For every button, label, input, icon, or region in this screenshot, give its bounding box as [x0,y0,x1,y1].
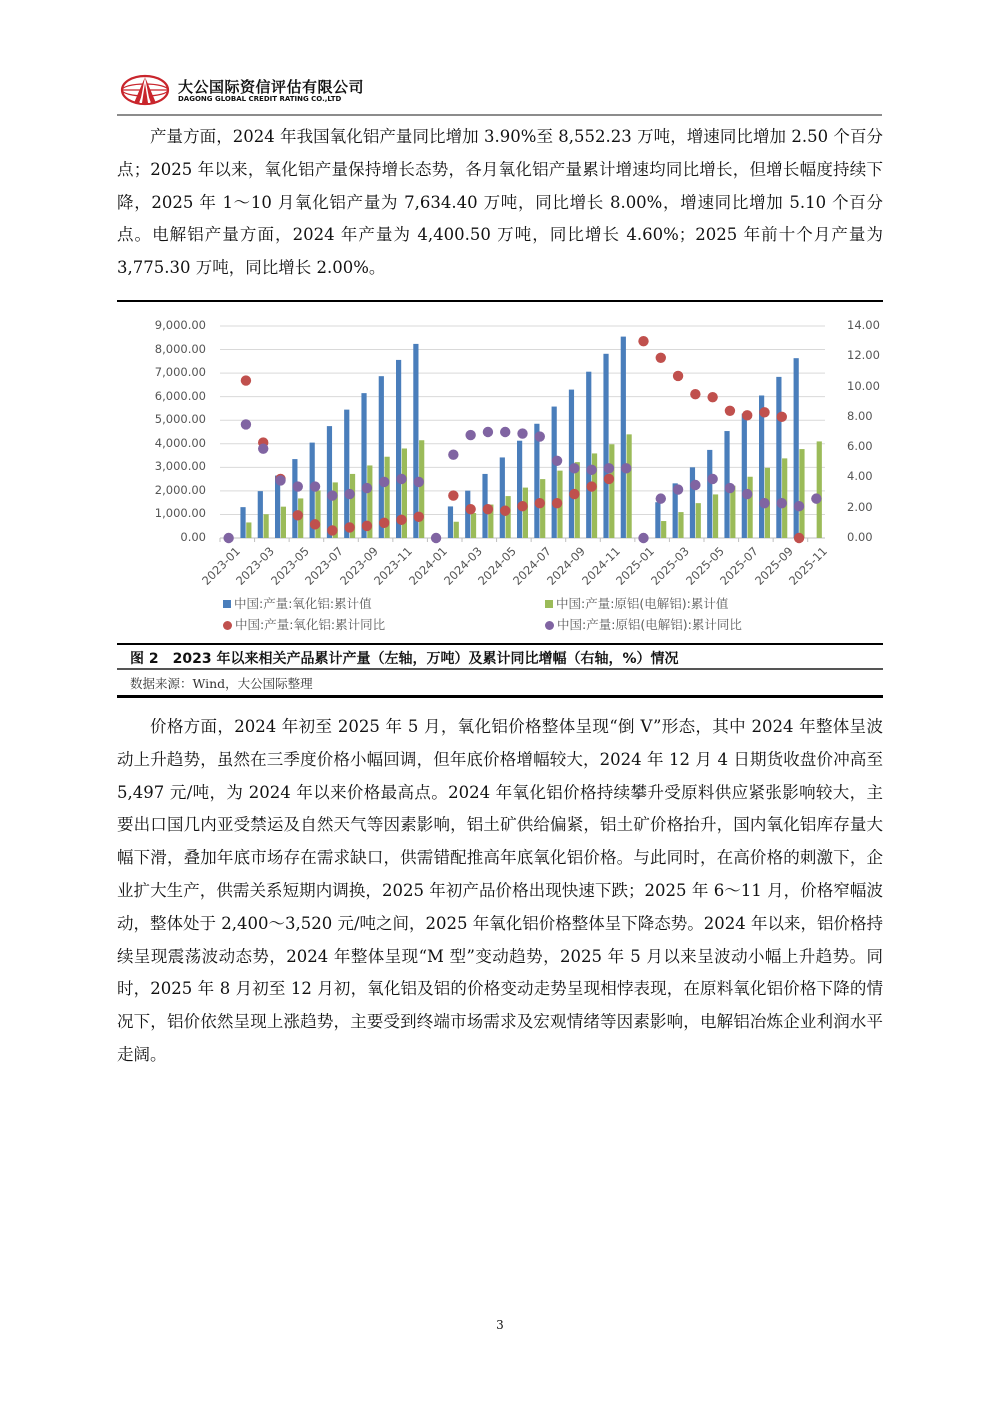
bar-aluminum-cumulative [454,522,459,538]
right-axis-tick-label: 8.00 [847,408,873,423]
x-axis-tick-label: 2023-11 [371,544,416,588]
bar-aluminum-cumulative [627,434,632,538]
marker-aluminum-yoy [586,465,596,475]
marker-aluminum-yoy [327,490,337,500]
x-axis-tick-label: 2023-03 [233,544,278,588]
bar-alumina-cumulative [379,376,384,538]
bar-aluminum-cumulative [281,507,286,538]
x-axis-tick-label: 2023-05 [267,544,312,588]
x-axis-tick-label: 2025-03 [648,544,692,588]
marker-alumina-yoy [569,489,579,499]
marker-aluminum-yoy [604,463,614,473]
legend-marker-circle-icon [545,621,554,630]
dagong-globe-logo-icon [120,74,170,106]
right-axis-tick-label: 10.00 [847,378,880,393]
paragraph-production: 产量方面，2024 年我国氧化铝产量同比增加 3.90%至 8,552.23 万吨，增速同比增加 2.50 个百分点；2025 年以来，氧化铝产量保持增长态势，各月氧化铝产量累计增速均同比增长，但增长幅度持续下降，2025 年 1～10 月氧化铝产量为 7,634.40 万吨，同比增长 8.00%，增速同比增加 5.10 个百分点。电解铝产量方面，2024 年产量为 4,400.50 万吨，同比增长 4.60%；2025 年前十个月产量为 3,775.30 万吨，同比增长 2.00%。 [117,127,883,278]
marker-aluminum-yoy [759,498,769,508]
marker-alumina-yoy [759,407,769,417]
marker-aluminum-yoy [414,477,424,487]
bar-aluminum-cumulative [748,477,753,538]
bar-alumina-cumulative [448,506,453,538]
left-axis-tick-label: 1,000.00 [154,506,206,521]
marker-alumina-yoy [500,506,510,516]
marker-aluminum-yoy [794,501,804,511]
marker-aluminum-yoy [310,481,320,491]
left-axis-tick-label: 5,000.00 [154,412,206,427]
bar-alumina-cumulative [690,467,695,538]
marker-alumina-yoy [396,515,406,525]
bar-alumina-cumulative [707,450,712,538]
left-axis-tick-label: 8,000.00 [154,341,206,356]
left-axis-tick-label: 6,000.00 [154,388,206,403]
marker-alumina-yoy [327,525,337,535]
x-axis-tick-label: 2024-07 [509,544,554,588]
bar-alumina-cumulative [240,507,245,538]
legend-swatch-square-icon [223,600,231,608]
left-axis-tick-label: 3,000.00 [154,459,206,474]
company-name-en: DAGONG GLOBAL CREDIT RATING CO.,LTD [178,95,342,103]
legend-label: 中国:产量:氧化铝:累计同比 [235,617,386,632]
marker-alumina-yoy [707,392,717,402]
x-axis-tick-label: 2024-01 [406,544,450,588]
marker-aluminum-yoy [344,489,354,499]
caption-top-rule [117,643,883,645]
bar-alumina-cumulative [396,360,401,538]
marker-aluminum-yoy [742,489,752,499]
x-axis-tick-label: 2023-09 [336,544,381,588]
marker-alumina-yoy [552,498,562,508]
production-chart [117,304,883,644]
bar-aluminum-cumulative [713,494,718,538]
marker-alumina-yoy [448,490,458,500]
marker-alumina-yoy [656,353,666,363]
bar-aluminum-cumulative [506,496,511,538]
marker-alumina-yoy [414,512,424,522]
left-axis-tick-label: 9,000.00 [154,318,206,332]
bar-aluminum-cumulative [471,513,476,538]
marker-aluminum-yoy [379,477,389,487]
bar-aluminum-cumulative [817,441,822,538]
x-axis-tick-label: 2023-01 [198,544,243,588]
bar-alumina-cumulative [517,441,522,538]
marker-alumina-yoy [379,518,389,528]
marker-aluminum-yoy [707,474,717,484]
marker-aluminum-yoy [293,481,303,491]
bar-alumina-cumulative [465,491,470,538]
marker-aluminum-yoy [448,450,458,460]
bar-alumina-cumulative [413,344,418,538]
bar-alumina-cumulative [776,377,781,538]
legend-item-alumina-yoy [223,615,385,633]
marker-aluminum-yoy [725,483,735,493]
legend-item-alumina-cumulative [223,594,372,612]
bar-aluminum-cumulative [678,512,683,538]
bar-aluminum-cumulative [799,449,804,538]
marker-aluminum-yoy [241,419,251,429]
marker-aluminum-yoy [258,443,268,453]
figure-bottom-rule [117,695,883,698]
marker-aluminum-yoy [535,431,545,441]
x-axis-tick-label: 2023-07 [302,544,347,588]
bar-alumina-cumulative [500,457,505,538]
marker-aluminum-yoy [465,430,475,440]
legend-label: 中国:产量:原铝(电解铝):累计同比 [557,617,742,632]
marker-aluminum-yoy [517,428,527,438]
marker-alumina-yoy [517,501,527,511]
marker-aluminum-yoy [275,475,285,485]
marker-aluminum-yoy [396,474,406,484]
bar-alumina-cumulative [361,393,366,538]
marker-alumina-yoy [794,533,804,543]
bar-aluminum-cumulative [523,488,528,538]
x-axis-tick-label: 2025-07 [717,544,762,588]
right-axis-tick-label: 14.00 [847,318,880,332]
marker-aluminum-yoy [569,463,579,473]
bar-alumina-cumulative [292,459,297,538]
x-axis-tick-label: 2025-05 [682,544,727,588]
marker-alumina-yoy [673,371,683,381]
company-name-cn: 大公国际资信评估有限公司 [178,78,365,96]
marker-aluminum-yoy [362,483,372,493]
marker-aluminum-yoy [656,493,666,503]
bar-alumina-cumulative [258,491,263,538]
marker-aluminum-yoy [483,427,493,437]
bar-alumina-cumulative [655,502,660,538]
marker-aluminum-yoy [621,463,631,473]
figure-top-rule [117,300,883,302]
x-axis-tick-label: 2025-01 [613,544,658,588]
bar-alumina-cumulative [621,337,626,538]
bar-alumina-cumulative [603,354,608,538]
right-axis-tick-label: 4.00 [847,469,873,484]
x-axis-tick-label: 2024-11 [578,544,623,588]
x-axis-tick-label: 2024-03 [440,544,485,588]
marker-alumina-yoy [586,481,596,491]
marker-alumina-yoy [310,519,320,529]
legend-label: 中国:产量:原铝(电解铝):累计值 [556,596,729,611]
bar-aluminum-cumulative [609,444,614,538]
marker-aluminum-yoy [500,427,510,437]
marker-aluminum-yoy [223,533,233,543]
bar-alumina-cumulative [552,407,557,538]
right-axis-tick-label: 12.00 [847,348,880,363]
caption-bottom-rule [117,668,883,670]
left-axis-tick-label: 2,000.00 [154,482,206,497]
x-axis-tick-label: 2024-09 [544,544,589,588]
right-axis-tick-label: 2.00 [847,499,873,514]
right-axis-tick-label: 6.00 [847,439,873,454]
x-axis-tick-label: 2025-09 [751,544,796,588]
bar-alumina-cumulative [742,414,747,538]
marker-alumina-yoy [465,504,475,514]
marker-alumina-yoy [777,412,787,422]
x-axis-tick-label: 2025-11 [786,544,831,588]
figure-caption: 图 2 2023 年以来相关产品累计产量（左轴，万吨）及累计同比增幅（右轴，%）情况 [130,651,679,667]
marker-alumina-yoy [293,510,303,520]
marker-aluminum-yoy [690,480,700,490]
left-axis-tick-label: 0.00 [180,530,206,544]
marker-alumina-yoy [742,410,752,420]
marker-aluminum-yoy [431,533,441,543]
marker-aluminum-yoy [552,456,562,466]
legend-item-aluminum-yoy [545,615,742,633]
marker-alumina-yoy [690,389,700,399]
bar-alumina-cumulative [344,410,349,538]
right-axis-tick-label: 0.00 [847,530,873,544]
legend-marker-circle-icon [223,621,232,630]
marker-alumina-yoy [241,375,251,385]
marker-alumina-yoy [344,522,354,532]
marker-alumina-yoy [604,474,614,484]
marker-alumina-yoy [535,498,545,508]
bar-aluminum-cumulative [661,521,666,538]
marker-alumina-yoy [362,521,372,531]
bar-aluminum-cumulative [315,490,320,538]
marker-aluminum-yoy [811,493,821,503]
figure-source: 数据来源：Wind，大公国际整理 [130,676,313,691]
marker-aluminum-yoy [777,498,787,508]
marker-aluminum-yoy [638,533,648,543]
bar-alumina-cumulative [327,426,332,538]
bar-aluminum-cumulative [696,503,701,538]
x-axis-tick-label: 2024-05 [475,544,520,588]
bar-aluminum-cumulative [540,479,545,538]
header-divider [117,114,882,116]
left-axis-tick-label: 4,000.00 [154,435,206,450]
bar-aluminum-cumulative [246,522,251,538]
legend-swatch-square-icon [545,600,553,608]
left-axis-tick-label: 7,000.00 [154,365,206,380]
marker-aluminum-yoy [673,484,683,494]
legend-item-aluminum-cumulative [545,594,728,612]
legend-label: 中国:产量:氧化铝:累计值 [234,596,372,611]
bar-alumina-cumulative [586,372,591,538]
bar-aluminum-cumulative [730,486,735,538]
marker-alumina-yoy [638,336,648,346]
bar-aluminum-cumulative [575,462,580,538]
marker-alumina-yoy [483,504,493,514]
chart-canvas [117,304,883,644]
bar-aluminum-cumulative [419,440,424,538]
page-number: 3 [496,1318,504,1332]
marker-alumina-yoy [725,406,735,416]
paragraph-price: 价格方面，2024 年初至 2025 年 5 月，氧化铝价格整体呈现“倒 V”形态，其中 2024 年整体呈波动上升趋势，虽然在三季度价格小幅回调，但年底价格增幅较大，2024 年 12 月 4 日期货收盘价冲高至 5,497 元/吨，为 2024 年以来价格最高点。2024 年氧化铝价格持续攀升受原料供应紧张影响较大，主要出口国几内亚受禁运及自然天气等因素影响，铝土矿供给偏紧，铝土矿价格抬升，国内氧化铝库存量大幅下滑，叠加年底市场存在需求缺口，供需错配推高年底氧化铝价格。与此同时，在高价格的刺激下，企业扩大生产，供需关系短期内调换，2025 年初产品价格出现快速下跌；2025 年 6～11 月，价格窄幅波动，整体处于 2,400～3,520 元/吨之间，2025 年氧化铝价格整体呈下降态势。2024 年以来，铝价格持续呈现震荡波动态势，2024 年整体呈现“M 型”变动趋势，2025 年 5 月以来呈波动小幅上升趋势。同时，2025 年 8 月初至 12 月初，氧化铝及铝的价格变动走势呈现相悖表现，在原料氧化铝价格下降的情况下，铝价依然呈现上涨趋势，主要受到终端市场需求及宏观情绪等因素影响，电解铝冶炼企业利润水平走阔。 [117,717,883,1064]
bar-aluminum-cumulative [264,514,269,538]
